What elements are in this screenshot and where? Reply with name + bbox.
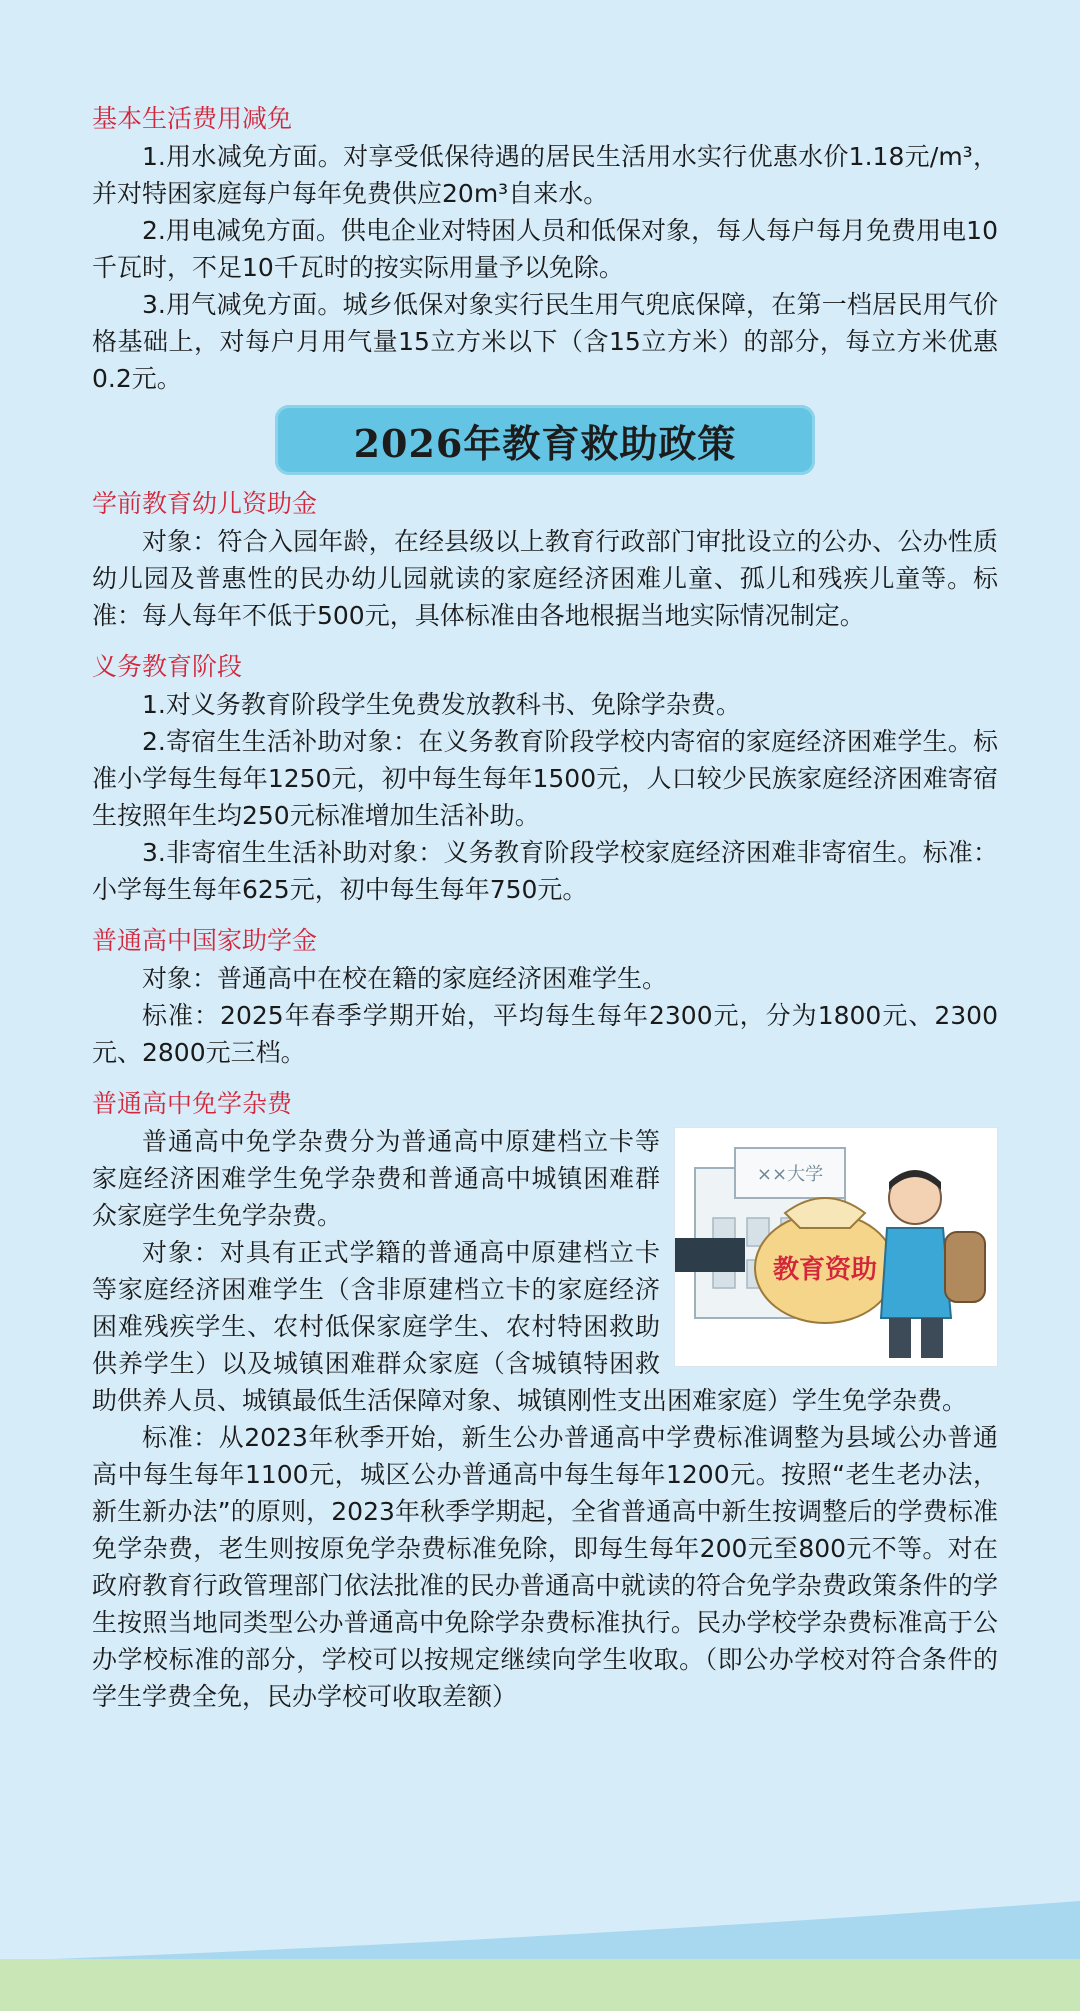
highschool-free-body bbox=[92, 1123, 998, 1715]
compulsory-para-1: 1.对义务教育阶段学生免费发放教科书、免除学杂费。 bbox=[142, 690, 741, 719]
content-column bbox=[92, 100, 998, 1715]
section-banner bbox=[275, 405, 815, 475]
bottom-band bbox=[0, 1959, 1080, 2011]
basic-living-para-gas: 3.用气减免方面。城乡低保对象实行民生用气兜底保障，在第一档居民用气价格基础上，对每户月用气量15立方米以下（含15立方米）的部分，每立方米优惠0.2元。 bbox=[92, 290, 998, 393]
student-leg-right bbox=[921, 1318, 943, 1358]
education-aid-illustration bbox=[674, 1127, 998, 1367]
student-leg-left bbox=[889, 1318, 911, 1358]
highschool-grant-para-target: 对象：普通高中在校在籍的家庭经济困难学生。 bbox=[142, 964, 668, 993]
compulsory-para-2: 2.寄宿生生活补助对象：在义务教育阶段学校内寄宿的家庭经济困难学生。标准小学每生每年1250元，初中每生每年1500元，人口较少民族家庭经济困难寄宿生按照年生均250元标准增加生活补助。 bbox=[92, 727, 998, 830]
highschool-free-para-target: 对象：对具有正式学籍的普通高中原建档立卡等家庭经济困难学生（含非原建档立卡的家庭经济困难残疾学生、农村低保家庭学生、农村特困救助供养学生）以及城镇困难群众家庭（含城镇特困救助供养人员、城镇最低生活保障对象、城镇刚性支出困难家庭）学生免学杂费。 bbox=[92, 1238, 968, 1415]
highschool-free-para-intro: 普通高中免学杂费分为普通高中原建档立卡等家庭经济困难学生免学杂费和普通高中城镇困难群众家庭学生免学杂费。 bbox=[92, 1127, 660, 1230]
basic-living-para-electricity: 2.用电减免方面。供电企业对特困人员和低保对象，每人每户每月免费用电10千瓦时，不足10千瓦时的按实际用量予以免除。 bbox=[92, 216, 998, 282]
basic-living-para-water: 1.用水减免方面。对享受低保待遇的居民生活用水实行优惠水价1.18元/m³，并对特困家庭每户每年免费供应20m³自来水。 bbox=[92, 142, 998, 208]
section-title-basic-living: 基本生活费用减免 bbox=[92, 104, 293, 133]
preschool-para: 对象：符合入园年龄，在经县级以上教育行政部门审批设立的公办、公办性质幼儿园及普惠性的民办幼儿园就读的家庭经济困难儿童、孤儿和残疾儿童等。标准：每人每年不低于500元，具体标准由各地根据当地实际情况制定。 bbox=[92, 527, 998, 630]
section-title-compulsory: 义务教育阶段 bbox=[92, 652, 243, 681]
education-aid-illustration-svg bbox=[675, 1128, 997, 1366]
compulsory-para-3: 3.非寄宿生生活补助对象：义务教育阶段学校家庭经济困难非寄宿生。标准：小学每生每年625元，初中每生每年750元。 bbox=[92, 838, 998, 904]
building-sign-text: ××大学 bbox=[756, 1164, 824, 1185]
section-title-preschool: 学前教育幼儿资助金 bbox=[92, 489, 318, 518]
section-title-highschool-grant: 普通高中国家助学金 bbox=[92, 926, 318, 955]
banner-title: 2026年教育救助政策 bbox=[353, 420, 737, 466]
student-body bbox=[881, 1228, 951, 1318]
sleeve-shape bbox=[675, 1238, 745, 1272]
highschool-free-para-standard: 标准：从2023年秋季开始，新生公办普通高中学费标准调整为县域公办普通高中每生每年1100元，城区公办普通高中每生每年1200元。按照“老生老办法，新生新办法”的原则，2023年秋季学期起，全省普通高中新生按调整后的学费标准免学杂费，老生则按原免学杂费标准免除，即每生每年200元至800元不等。对在政府教育行政管理部门依法批准的民办普通高中就读的符合免学杂费政策条件的学生按照当地同类型公办普通高中免除学杂费标准执行。民办学校学杂费标准高于公办学校标准的部分，学校可以按规定继续向学生收取。（即公办学校对符合条件的学生学费全免，民办学校可收取差额） bbox=[92, 1423, 998, 1711]
highschool-grant-para-standard: 标准：2025年春季学期开始，平均每生每年2300元，分为1800元、2300元、2800元三档。 bbox=[92, 1001, 998, 1067]
money-bag-label: 教育资助 bbox=[772, 1255, 878, 1285]
section-title-highschool-free: 普通高中免学杂费 bbox=[92, 1089, 293, 1118]
student-backpack bbox=[945, 1232, 985, 1302]
